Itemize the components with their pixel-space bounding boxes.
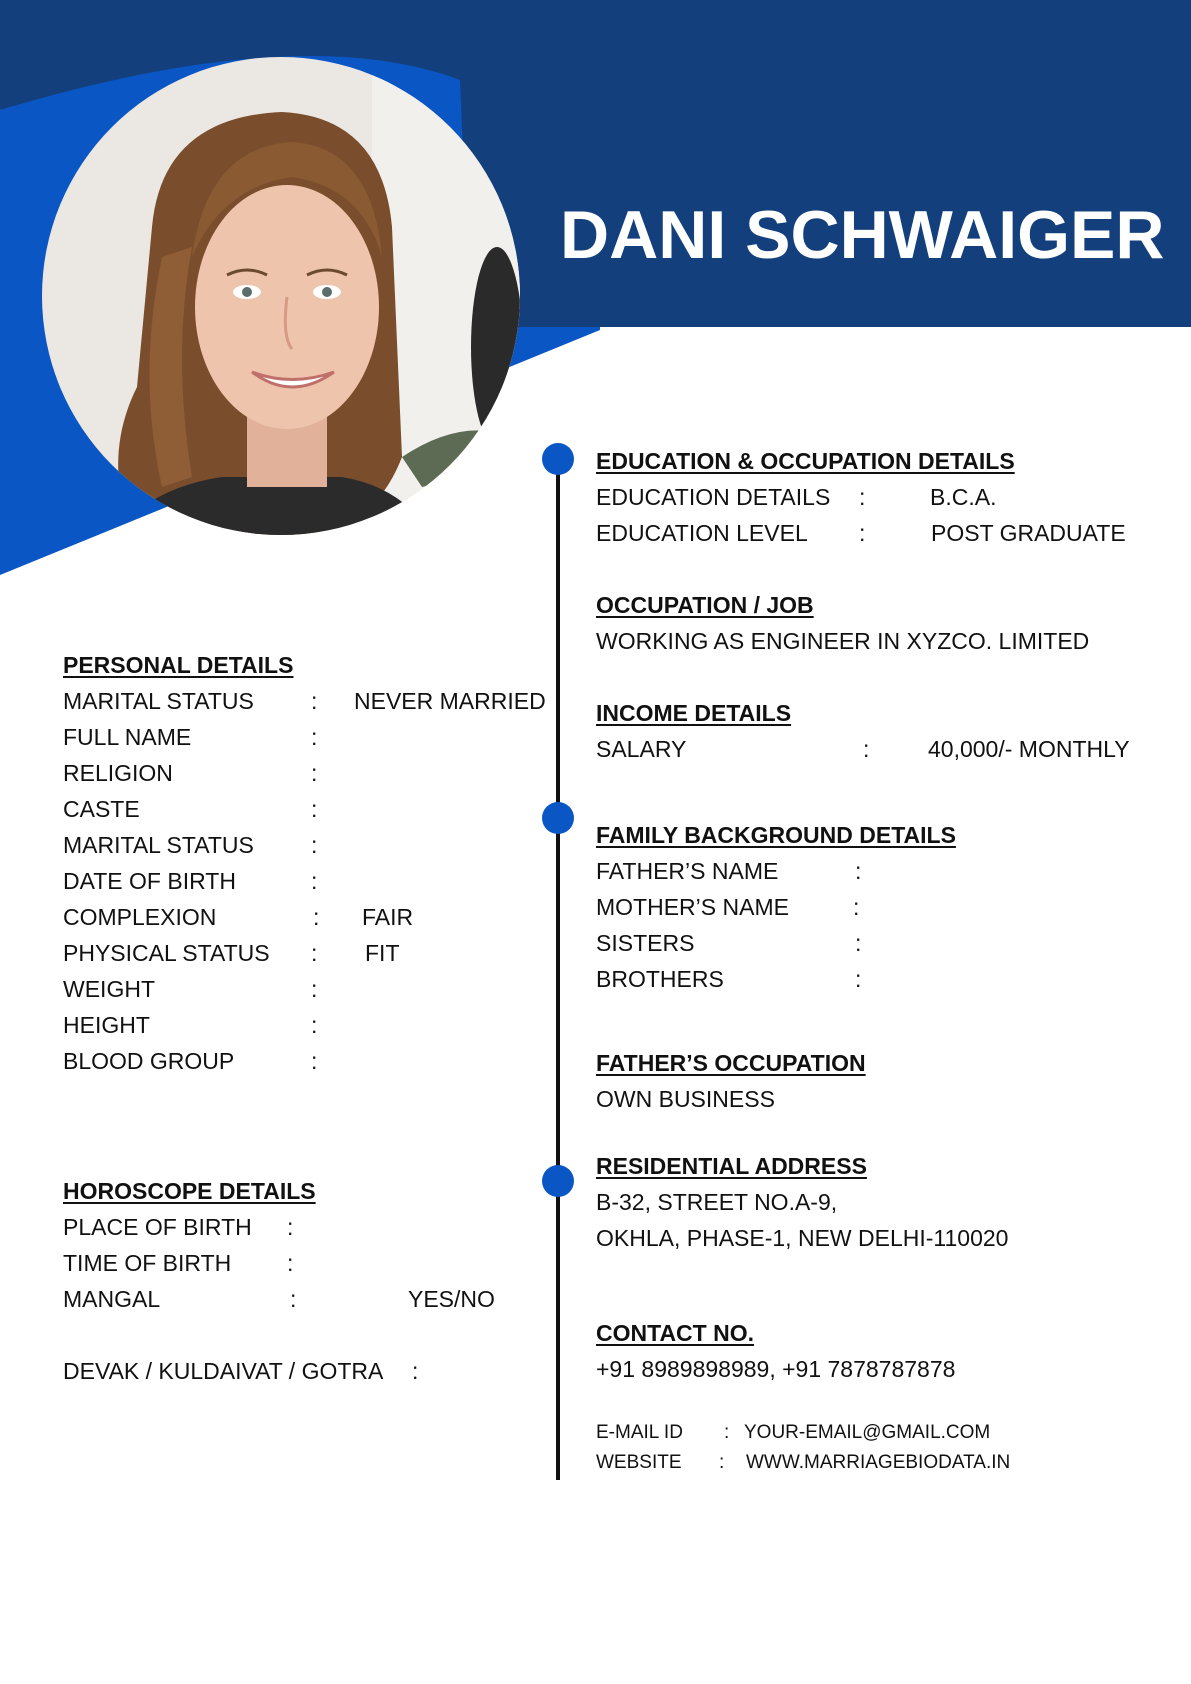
family-label: MOTHER’S NAME [596,894,789,920]
education-label: EDUCATION DETAILS [596,484,831,510]
family-heading: FAMILY BACKGROUND DETAILS [596,822,956,848]
family-label: SISTERS [596,930,695,956]
timeline-dot [542,802,574,834]
personal-label: MARITAL STATUS [63,688,254,714]
horoscope-details-heading: HOROSCOPE DETAILS [63,1178,316,1204]
family-label: BROTHERS [596,966,724,992]
colon: : [855,930,862,956]
profile-name: DANI SCHWAIGER [560,197,1165,273]
timeline-dot [542,1165,574,1197]
colon: : [311,832,318,858]
colon: : [853,894,860,920]
email-label: E-MAIL ID [596,1422,683,1443]
occupation-text: WORKING AS ENGINEER IN XYZCO. LIMITED [596,628,1090,654]
personal-label: COMPLEXION [63,904,217,930]
colon: : [859,484,866,510]
colon: : [311,724,318,750]
colon: : [287,1250,294,1276]
address-line: B-32, STREET NO.A-9, [596,1189,838,1215]
colon: : [311,976,318,1002]
personal-label: PHYSICAL STATUS [63,940,270,966]
timeline-dot [542,443,574,475]
colon: : [311,760,318,786]
education-value: POST GRADUATE [931,520,1126,546]
horoscope-label: MANGAL [63,1286,161,1312]
phone-numbers: +91 8989898989, +91 7878787878 [596,1356,956,1382]
personal-value: FIT [365,940,400,966]
colon: : [855,858,862,884]
horoscope-value: YES/NO [408,1286,495,1312]
personal-label: WEIGHT [63,976,155,1002]
education-value: B.C.A. [930,484,997,510]
colon: : [855,966,862,992]
colon: : [311,1012,318,1038]
occupation-heading: OCCUPATION / JOB [596,592,814,618]
colon: : [290,1286,297,1312]
colon: : [313,904,320,930]
personal-label: FULL NAME [63,724,192,750]
colon: : [863,736,870,762]
email-address: YOUR-EMAIL@GMAIL.COM [744,1422,991,1443]
father-occupation-heading: FATHER’S OCCUPATION [596,1050,866,1076]
colon: : [859,520,866,546]
colon: : [311,688,318,714]
personal-value: FAIR [362,904,414,930]
colon: : [311,868,318,894]
horoscope-label: PLACE OF BIRTH [63,1214,252,1240]
personal-details-heading: PERSONAL DETAILS [63,652,294,678]
personal-label: CASTE [63,796,140,822]
address-line: OKHLA, PHASE-1, NEW DELHI-110020 [596,1225,1009,1251]
father-occupation-text: OWN BUSINESS [596,1086,775,1112]
website-label: WEBSITE [596,1452,682,1473]
timeline-line [556,458,560,1480]
horoscope-label: TIME OF BIRTH [63,1250,232,1276]
gotra-label: DEVAK / KULDAIVAT / GOTRA [63,1358,384,1384]
personal-label: HEIGHT [63,1012,150,1038]
income-value: 40,000/- MONTHLY [928,736,1130,762]
income-heading: INCOME DETAILS [596,700,792,726]
personal-value: NEVER MARRIED [354,688,546,714]
family-label: FATHER’S NAME [596,858,779,884]
education-label: EDUCATION LEVEL [596,520,808,546]
education-heading: EDUCATION & OCCUPATION DETAILS [596,448,1015,474]
personal-label: RELIGION [63,760,173,786]
colon: : [724,1422,730,1443]
profile-photo [42,57,520,535]
colon: : [412,1358,419,1384]
colon: : [719,1452,725,1473]
income-label: SALARY [596,736,687,762]
personal-label: MARITAL STATUS [63,832,254,858]
colon: : [311,1048,318,1074]
colon: : [287,1214,294,1240]
personal-label: DATE OF BIRTH [63,868,236,894]
colon: : [311,940,318,966]
personal-label: BLOOD GROUP [63,1048,235,1074]
website-address: WWW.MARRIAGEBIODATA.IN [746,1452,1011,1473]
contact-heading: CONTACT NO. [596,1320,755,1346]
address-heading: RESIDENTIAL ADDRESS [596,1153,867,1179]
colon: : [311,796,318,822]
